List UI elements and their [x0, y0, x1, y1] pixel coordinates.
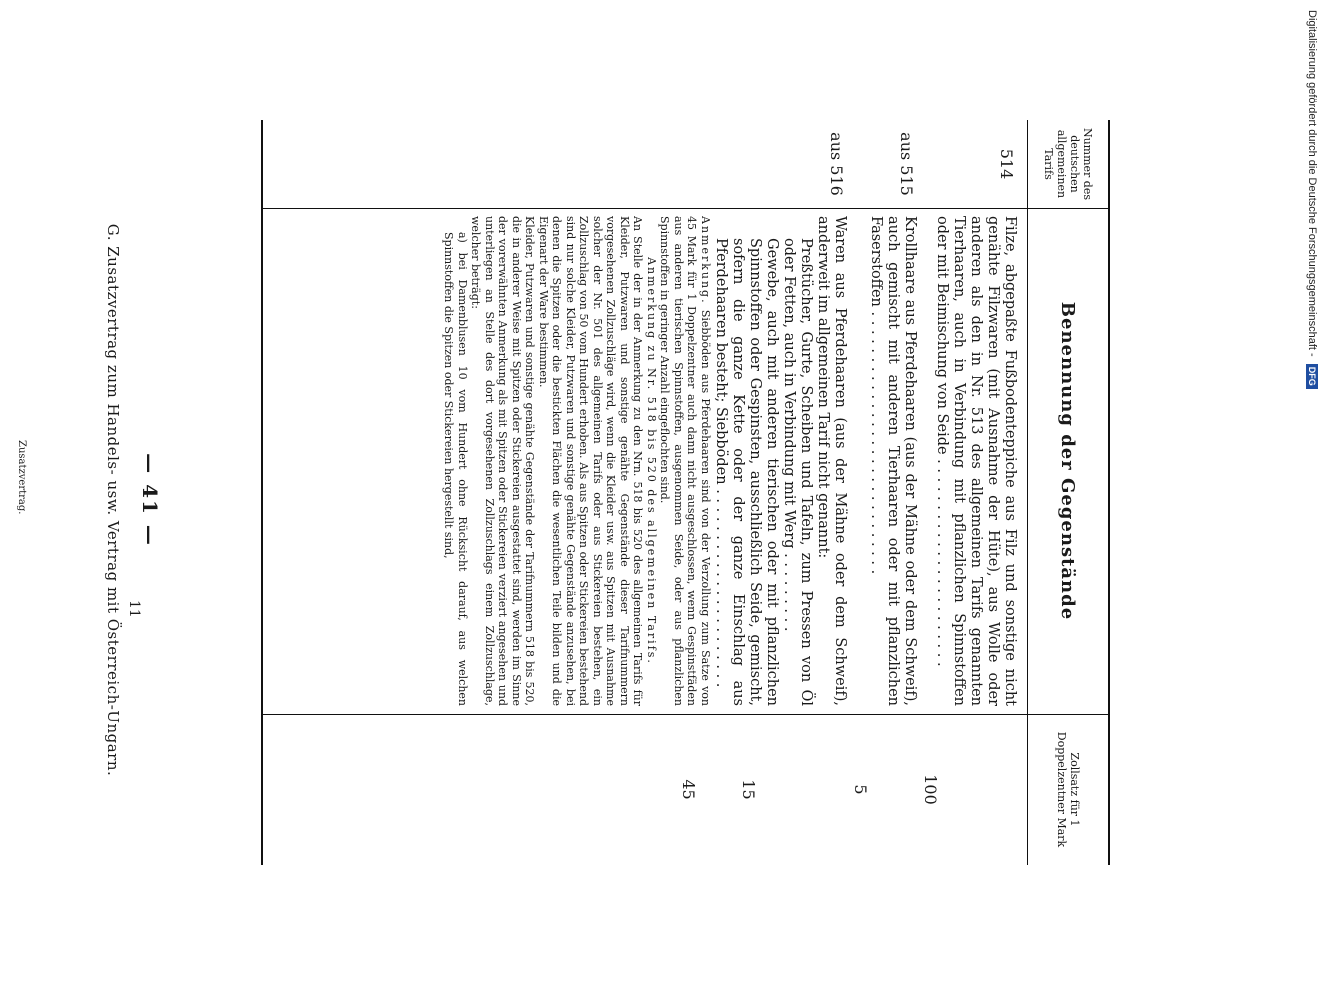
column-number — [263, 120, 1108, 209]
row-516-note-1 — [658, 216, 712, 706]
tariff-table — [261, 120, 1110, 865]
row-516-rate-b: 45 — [679, 779, 698, 800]
row-516-note-2 — [537, 216, 659, 706]
header-rate: Zollsatz für 1 Doppelzentner Mark — [1055, 731, 1081, 848]
row-515-number: aus 515 — [897, 132, 916, 196]
dfg-logo: DFG — [1306, 364, 1318, 389]
note-1-text: Siebböden aus Pferdehaaren sind von der Verzollung zum Satze von 45 Mark für 1 Doppelzentner auch dann nicht ausgeschlossen, wenn Gespinstfäden aus anderen tierischen Spinnstoffen, ausgenommen Seide, oder aus pflanzlichen Spinnstoffen in geringer Anzahl eingeflochten sind. — [658, 216, 712, 707]
row-516-sub-a: Preßtücher, Gurte, Scheiben und Tafeln, zum Pressen von Öl oder Fetten, auch in Verbindung mit Werg . . . . . . . . . — [781, 238, 814, 706]
row-516-number: aus 516 — [827, 132, 846, 196]
header-number: Nummer des deutschen allgemeinen Tarifs — [1042, 127, 1094, 201]
left-stub: Zusatzvertrag. — [16, 440, 27, 515]
row-514-number: 514 — [997, 148, 1016, 180]
page-number: — 41 — — [138, 453, 162, 547]
row-516-sub-b: Gewebe, auch mit anderen tierischen oder mit pflanzlichen Spinnstoffen oder Gespinsten, ausschließlich Seide, gemischt, sofern die ganze Kette oder der ganze Einschlag aus Pferdehaaren besteht; Siebböden . . . . . . . . . . . . . . . . . . . . . . — [713, 238, 780, 706]
row-515-description: Krollhaare aus Pferdehaaren (aus der Mähne oder dem Schweif), auch gemischt mit anderen Tierhaaren oder mit pflanzlichen Faserstoffen . . . . . . . . . . . . . . . . . . . . . . . . . . . . . — [868, 216, 918, 706]
margin-credit — [1306, 10, 1318, 389]
row-516-intro: Waren aus Pferdehaaren (aus der Mähne oder dem Schweif), anderweit im allgemeinen Tarif nicht genannt: — [815, 216, 848, 706]
note-2-text: An Stelle der in der Anmerkung zu den Nrn. 518 bis 520 des allgemeinen Tarifs für Kleider, Putzwaren und sonstige genähte Gegenstände dieser Tarifnummern vorgesehenen Zollzuschläge wird, wenn die Kleider usw. aus Spitzen mit Ausnahme solcher der Nr. 501 des allgemeinen Tarifs oder aus Stickereien bestehen, ein Zollzuschlag von 50 vom Hundert erhoben. Als aus Spitzen oder Stickereien bestehend sind nur solche Kleider, Putzwaren und sonstige genähte Gegenstände anzusehen, bei denen die Spitzen oder die bestickten Flächen die wesentlichen Teile bilden und die Eigenart der Ware bestimmen. — [537, 216, 645, 706]
note-1-title: Anmerkung. — [699, 216, 712, 305]
note-2-title: Anmerkung zu Nr. 518 bis 520 des allgemeinen Tarifs. — [645, 257, 658, 665]
row-516-item-a: a) bei Damenblusen 10 vom Hundert ohne Rücksicht darauf, aus welchen Spinnstoffen die Spitzen oder Stickereien hergestellt sind, — [442, 232, 469, 706]
margin-credit-strip — [1290, 0, 1324, 1000]
sheet-number: 11 — [126, 600, 142, 618]
row-516-rate-a: 15 — [739, 779, 758, 800]
header-description: Benennung der Gegenstände — [1057, 301, 1079, 621]
row-514-rate: 100 — [921, 774, 940, 805]
row-516-description — [442, 216, 848, 706]
table-header-row — [1027, 120, 1108, 865]
row-515-rate: 5 — [851, 784, 870, 795]
row-516-note-3: Kleider, Putzwaren und sonstige genähte Gegenstände der Tarifnummern 518 bis 520, die in anderer Weise mit Spitzen oder Stickereien ausgestattet sind, werden im Sinne der vorerwähnten Anmerkung als mit Spitzen oder Stickereien verziert angesehen und unterliegen an Stelle des dort vorgesehenen Zollzuschlags einem Zollzuschlage, welcher beträgt: — [469, 216, 537, 706]
row-514-description: Filze, abgepaßte Fußbodenteppiche aus Filz und sonstige nicht genähte Filzwaren (mit Ausnahme der Hüte), aus Wolle oder anderen als den in Nr. 513 des allgemeinen Tarifs genannten Tierhaaren, auch in Verbindung mit pflanzlichen Spinnstoffen oder mit Beimischung von Seide . . . . . . . . . . . . . . . . . . . . . . . — [934, 216, 1018, 706]
margin-credit-text: Digitalisierung gefördert durch die Deutsche Forschungsgemeinschaft - — [1306, 10, 1318, 357]
running-title-text: G. Zusatzvertrag zum Handels- usw. Vertrag mit Österreich-Ungarn. — [104, 223, 122, 777]
